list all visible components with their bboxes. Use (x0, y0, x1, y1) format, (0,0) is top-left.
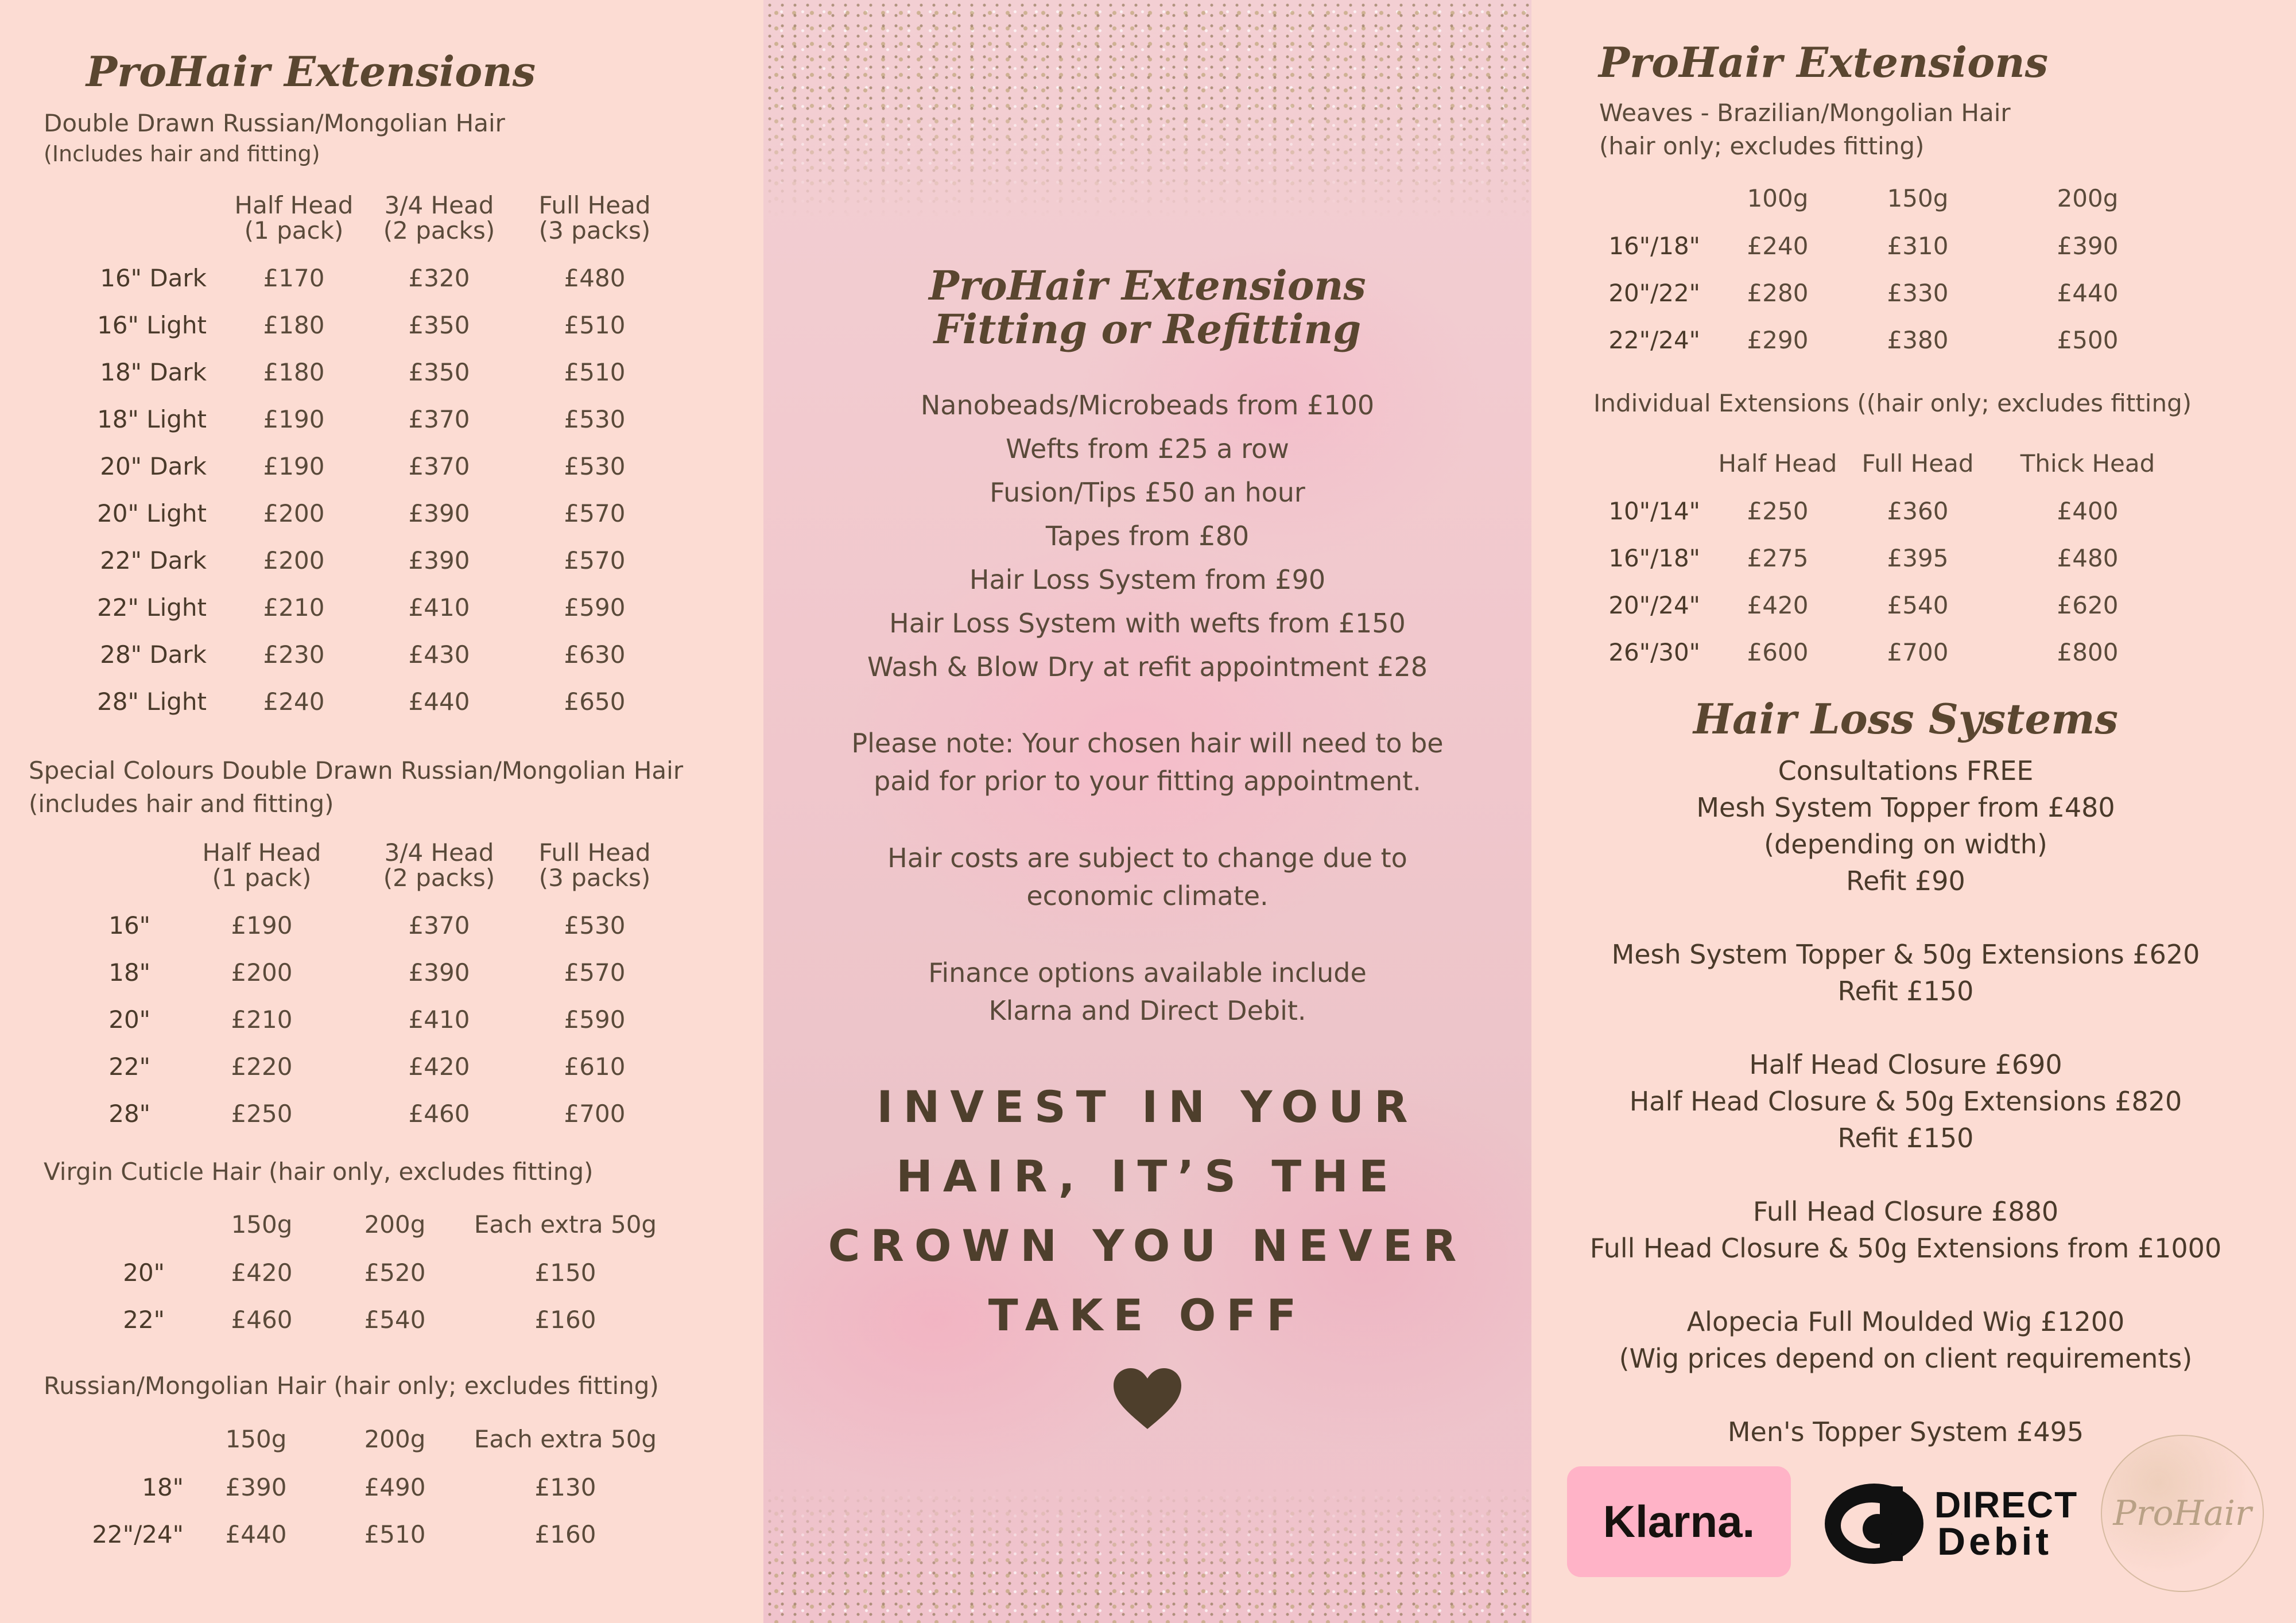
column-header: 200g (364, 1210, 426, 1238)
middle-title-line1: ProHair Extensions (929, 262, 1366, 309)
column-header: Half Head (1 pack) (234, 191, 354, 244)
note-payment (763, 724, 1531, 800)
row-label: 22"/24" (1608, 326, 1700, 354)
row-label: 22" (108, 1053, 150, 1081)
price-cell: £420 (231, 1259, 293, 1287)
service-item: Nanobeads/Microbeads from £100 (920, 390, 1375, 421)
note-finance-line1: Finance options available include (928, 957, 1367, 988)
price-cell: £310 (1887, 232, 1949, 260)
hls-mens-topper: Men's Topper System £495 (1727, 1416, 2084, 1447)
price-cell: £390 (408, 958, 470, 987)
row-label: 20" (108, 1005, 150, 1034)
column-header: Half Head (1718, 449, 1837, 477)
hls-block6 (1578, 1414, 2233, 1450)
heart-icon (1111, 1366, 1184, 1430)
column-header: Full Head (1861, 449, 1974, 477)
row-label: 18" Light (97, 405, 207, 433)
column-header: 150g (225, 1425, 287, 1453)
hls-block4 (1578, 1193, 2233, 1267)
hls-full-closure-ext: Full Head Closure & 50g Extensions from £1000 (1589, 1233, 2222, 1264)
service-item: Fusion/Tips £50 an hour (990, 477, 1305, 508)
row-label: 20" (123, 1259, 165, 1287)
price-cell: £320 (408, 264, 470, 292)
price-cell: £170 (263, 264, 325, 292)
price-cell: £500 (2057, 326, 2119, 354)
row-label: 18" Dark (100, 358, 207, 386)
row-label: 18" (108, 958, 150, 987)
price-cell: £190 (263, 452, 325, 480)
right-brand-title: ProHair Extensions (1599, 38, 2049, 87)
column-header: Thick Head (2020, 449, 2155, 477)
note-costs (763, 839, 1531, 915)
column-header: 200g (364, 1425, 426, 1453)
price-cell: £200 (263, 546, 325, 574)
klarna-logo (1567, 1466, 1791, 1577)
price-cell: £370 (408, 452, 470, 480)
price-cell: £800 (2057, 638, 2119, 666)
row-label: 20" Dark (100, 452, 207, 480)
hls-half-closure: Half Head Closure £690 (1749, 1049, 2062, 1080)
price-cell: £700 (564, 1100, 626, 1128)
weaves-title: Weaves - Brazilian/Mongolian Hair (1599, 99, 2011, 127)
price-cell: £180 (263, 311, 325, 339)
price-cell: £360 (1887, 497, 1949, 525)
price-cell: £240 (263, 688, 325, 716)
price-cell: £190 (263, 405, 325, 433)
price-cell: £350 (408, 311, 470, 339)
price-cell: £510 (364, 1520, 426, 1548)
price-cell: £390 (2057, 232, 2119, 260)
price-cell: £370 (408, 911, 470, 939)
row-label: 16" (108, 911, 150, 939)
price-cell: £480 (564, 264, 626, 292)
price-cell: £290 (1747, 326, 1809, 354)
row-label: 28" Dark (100, 640, 207, 669)
price-cell: £510 (564, 358, 626, 386)
price-cell: £275 (1747, 544, 1809, 572)
service-item: Hair Loss System from £90 (969, 564, 1326, 595)
slogan-line2: HAIR, IT’S THE (896, 1151, 1399, 1202)
slogan-line1: INVEST IN YOUR (876, 1081, 1418, 1132)
note-costs-line1: Hair costs are subject to change due to (887, 842, 1407, 873)
price-cell: £420 (1747, 591, 1809, 619)
hls-block2 (1578, 936, 2233, 1009)
price-cell: £490 (364, 1473, 426, 1501)
price-cell: £590 (564, 1005, 626, 1034)
price-cell: £330 (1887, 279, 1949, 307)
price-cell: £420 (408, 1053, 470, 1081)
slogan-line4: TAKE OFF (988, 1290, 1307, 1341)
hls-wig-note: (Wig prices depend on client requirements) (1619, 1343, 2193, 1374)
row-label: 16" Dark (100, 264, 207, 292)
section2-note: (includes hair and fitting) (29, 790, 334, 818)
hls-full-closure: Full Head Closure £880 (1752, 1196, 2059, 1227)
price-cell: £230 (263, 640, 325, 669)
service-item: Wash & Blow Dry at refit appointment £28 (867, 651, 1428, 682)
price-cell: £460 (231, 1306, 293, 1334)
direct-debit-icon (1822, 1481, 1926, 1567)
price-cell: £160 (534, 1306, 596, 1334)
row-label: 26"/30" (1608, 638, 1700, 666)
row-label: 22" Dark (100, 546, 207, 574)
row-label: 22" Light (97, 593, 207, 622)
price-cell: £200 (263, 499, 325, 527)
price-cell: £440 (225, 1520, 287, 1548)
row-label: 28" (108, 1100, 150, 1128)
price-cell: £410 (408, 593, 470, 622)
section3-title: Virgin Cuticle Hair (hair only, excludes fitting) (44, 1158, 594, 1186)
price-cell: £520 (364, 1259, 426, 1287)
note-payment-line1: Please note: Your chosen hair will need to be (851, 728, 1444, 759)
direct-debit-logo (1822, 1481, 2086, 1567)
price-cell: £180 (263, 358, 325, 386)
direct-debit-line1: DIRECT (1934, 1484, 2078, 1525)
price-cell: £350 (408, 358, 470, 386)
note-costs-line2: economic climate. (1026, 880, 1269, 911)
row-label: 16" Light (97, 311, 207, 339)
individual-title: Individual Extensions ((hair only; excludes fitting) (1593, 389, 2192, 417)
price-cell: £440 (2057, 279, 2119, 307)
price-cell: £540 (1887, 591, 1949, 619)
column-header: Full Head (3 packs) (538, 191, 651, 244)
price-cell: £400 (2057, 497, 2119, 525)
price-cell: £250 (1747, 497, 1809, 525)
row-label: 10"/14" (1608, 497, 1700, 525)
glitter-decoration-top (763, 0, 1531, 218)
note-finance-line2: Klarna and Direct Debit. (988, 995, 1306, 1026)
hls-mesh-topper: Mesh System Topper from £480 (1696, 792, 2115, 823)
hls-half-closure-ext: Half Head Closure & 50g Extensions £820 (1629, 1086, 2182, 1117)
price-cell: £390 (408, 499, 470, 527)
price-cell: £620 (2057, 591, 2119, 619)
price-cell: £390 (225, 1473, 287, 1501)
hls-block5 (1578, 1303, 2233, 1377)
price-cell: £390 (408, 546, 470, 574)
column-header: 3/4 Head (2 packs) (383, 191, 495, 244)
section4-title: Russian/Mongolian Hair (hair only; excludes fitting) (44, 1372, 659, 1400)
hls-consultations: Consultations FREE (1778, 755, 2034, 786)
row-label: 28" Light (97, 688, 207, 716)
price-cell: £130 (534, 1473, 596, 1501)
service-item: Wefts from £25 a row (1006, 433, 1289, 464)
price-cell: £190 (231, 911, 293, 939)
price-cell: £370 (408, 405, 470, 433)
section1-note: (Includes hair and fitting) (44, 141, 320, 166)
row-label: 20" Light (97, 499, 207, 527)
column-header: Each extra 50g (474, 1210, 657, 1238)
hls-alopecia-wig: Alopecia Full Moulded Wig £1200 (1686, 1306, 2125, 1337)
hls-block1 (1578, 752, 2233, 899)
row-label: 16"/18" (1608, 232, 1700, 260)
price-cell: £160 (534, 1520, 596, 1548)
klarna-logo-text: Klarna. (1603, 1496, 1755, 1547)
row-label: 16"/18" (1608, 544, 1700, 572)
price-cell: £650 (564, 688, 626, 716)
left-brand-title: ProHair Extensions (86, 47, 536, 96)
weaves-note: (hair only; excludes fitting) (1599, 132, 1925, 160)
section1-title: Double Drawn Russian/Mongolian Hair (44, 109, 505, 137)
middle-title-line2: Fitting or Refitting (933, 305, 1362, 353)
hls-mesh-extensions: Mesh System Topper & 50g Extensions £620 (1611, 939, 2200, 970)
price-cell: £200 (231, 958, 293, 987)
glitter-decoration-bottom (763, 1485, 1531, 1623)
hls-refit-150b: Refit £150 (1837, 1123, 1974, 1154)
price-cell: £630 (564, 640, 626, 669)
price-cell: £410 (408, 1005, 470, 1034)
price-cell: £480 (2057, 544, 2119, 572)
prohair-logo (2101, 1435, 2264, 1592)
hls-refit-90: Refit £90 (1846, 865, 1965, 896)
price-cell: £395 (1887, 544, 1949, 572)
price-cell: £220 (231, 1053, 293, 1081)
price-cell: £240 (1747, 232, 1809, 260)
price-cell: £700 (1887, 638, 1949, 666)
price-cell: £460 (408, 1100, 470, 1128)
row-label: 20"/24" (1608, 591, 1700, 619)
price-cell: £250 (231, 1100, 293, 1128)
column-header: 100g (1747, 184, 1809, 212)
price-cell: £530 (564, 911, 626, 939)
service-item: Hair Loss System with wefts from £150 (889, 608, 1406, 639)
column-header: 200g (2057, 184, 2119, 212)
price-cell: £570 (564, 499, 626, 527)
price-cell: £150 (534, 1259, 596, 1287)
price-cell: £530 (564, 405, 626, 433)
middle-panel (763, 0, 1531, 1623)
price-cell: £210 (231, 1005, 293, 1034)
row-label: 22" (123, 1306, 165, 1334)
price-cell: £540 (364, 1306, 426, 1334)
column-header: 150g (1887, 184, 1949, 212)
row-label: 18" (142, 1473, 184, 1501)
hair-loss-title: Hair Loss Systems (1693, 694, 2118, 743)
hls-refit-150a: Refit £150 (1837, 976, 1974, 1007)
price-cell: £530 (564, 452, 626, 480)
column-header: Half Head (1 pack) (202, 838, 321, 892)
price-cell: £280 (1747, 279, 1809, 307)
prohair-logo-text: ProHair (2113, 1493, 2252, 1533)
row-label: 20"/22" (1608, 279, 1700, 307)
column-header: 150g (231, 1210, 293, 1238)
note-payment-line2: paid for prior to your fitting appointment. (874, 766, 1421, 797)
slogan-line3: CROWN YOU NEVER (828, 1220, 1467, 1271)
price-cell: £600 (1747, 638, 1809, 666)
services-list (763, 383, 1531, 689)
note-finance (763, 954, 1531, 1030)
slogan (763, 1072, 1531, 1350)
price-cell: £590 (564, 593, 626, 622)
price-cell: £380 (1887, 326, 1949, 354)
price-cell: £510 (564, 311, 626, 339)
row-label: 22"/24" (92, 1520, 184, 1548)
price-cell: £570 (564, 958, 626, 987)
service-item: Tapes from £80 (1045, 521, 1250, 552)
price-cell: £570 (564, 546, 626, 574)
column-header: Full Head (3 packs) (538, 838, 651, 892)
price-cell: £440 (408, 688, 470, 716)
section2-title: Special Colours Double Drawn Russian/Mongolian Hair (29, 756, 684, 785)
hls-depending: (depending on width) (1764, 829, 2047, 860)
direct-debit-line2: Debit (1937, 1520, 2052, 1563)
price-cell: £210 (263, 593, 325, 622)
column-header: Each extra 50g (474, 1425, 657, 1453)
price-cell: £610 (564, 1053, 626, 1081)
price-cell: £430 (408, 640, 470, 669)
column-header: 3/4 Head (2 packs) (383, 838, 495, 892)
hls-block3 (1578, 1046, 2233, 1156)
